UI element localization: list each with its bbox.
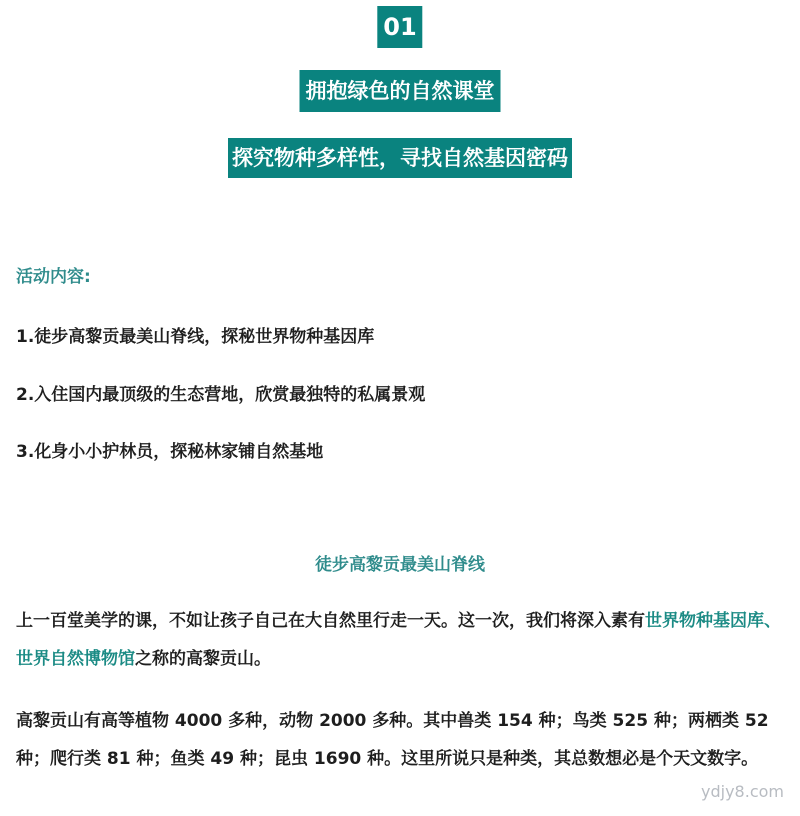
highlight-text: 世界物种基因库、世界自然博物馆 — [16, 611, 781, 669]
title-banner: 拥抱绿色的自然课堂 — [300, 70, 501, 112]
intro-paragraph — [16, 602, 784, 678]
subtitle-banner: 探究物种多样性，寻找自然基因密码 — [228, 138, 572, 178]
section-number-banner: 01 — [377, 6, 422, 48]
activity-item-3: 3.化身小小护林员，探秘林家铺自然基地 — [16, 442, 324, 462]
watermark: ydjy8.com — [701, 782, 784, 801]
species-paragraph: 高黎贡山有高等植物 4000 多种，动物 2000 多种。其中兽类 154 种；鸟类 525 种；两栖类 52 种；爬行类 81 种；鱼类 49 种；昆虫 1690 种。这里所说只是种类，其总数想必是个天文数字。 — [16, 711, 769, 769]
activity-item-2: 2.入住国内最顶级的生态营地，欣赏最独特的私属景观 — [16, 385, 426, 405]
intro-text-start: 上一百堂美学的课，不如让孩子自己在大自然里行走一天。这一次，我们将深入素有 — [16, 611, 645, 631]
activity-item-1: 1.徒步高黎贡最美山脊线，探秘世界物种基因库 — [16, 327, 375, 347]
section-heading: 徒步高黎贡最美山脊线 — [315, 555, 485, 575]
intro-text-end: 之称的高黎贡山。 — [135, 649, 271, 669]
activity-label: 活动内容: — [16, 267, 91, 287]
